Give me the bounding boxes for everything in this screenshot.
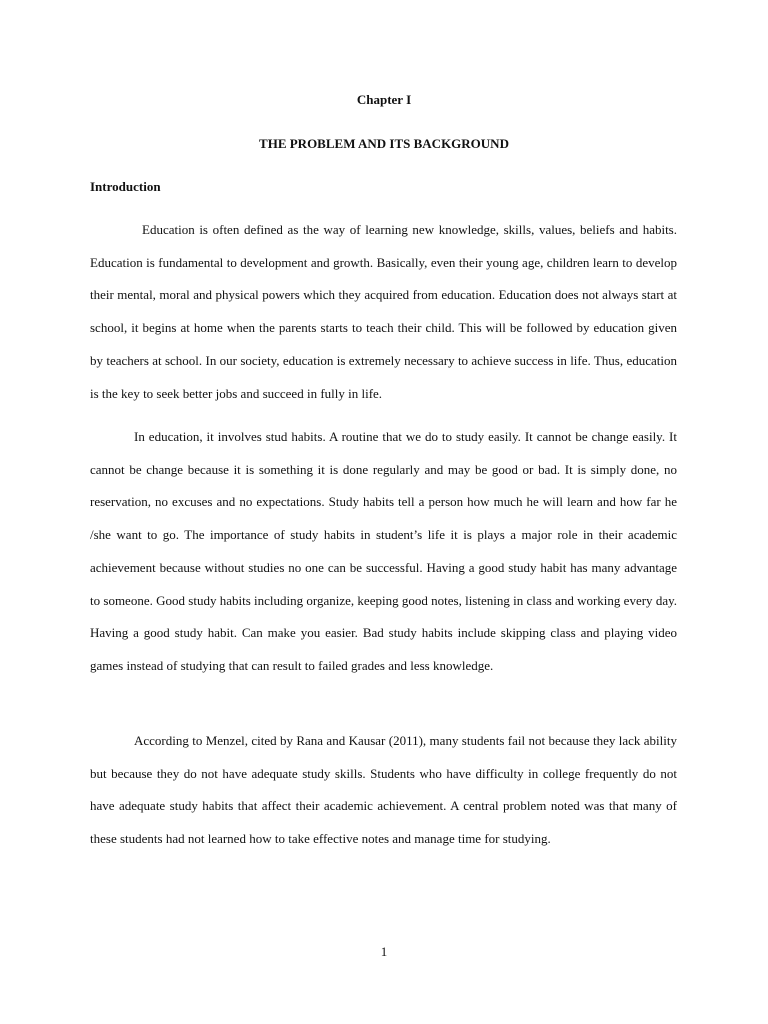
paragraph-3: According to Menzel, cited by Rana and Kausar (2011), many students fail not because they lack ability but because they do not have adequate study skills. Students who have difficulty in college frequently do not have adequate study habits that affect their academic achievement. A central problem noted was that many of these students had not learned how to take effective notes and manage time for studying.: [90, 733, 677, 847]
section-heading: Introduction: [90, 179, 161, 194]
chapter-title: THE PROBLEM AND ITS BACKGROUND: [259, 136, 509, 151]
chapter-label: Chapter I: [356, 92, 412, 107]
page-number: 1: [380, 944, 388, 959]
paragraph-1: Education is often defined as the way of learning new knowledge, skills, values, beliefs and habits. Education is fundamental to development and growth. Basically, even their young age, children learn to develop their mental, moral and physical powers which they acquired from education. Education does not always start at school, it begins at home when the parents starts to teach their child. This will be followed by education given by teachers at school. In our society, education is extremely necessary to achieve success in life. Thus, education is the key to seek better jobs and succeed in fully in life.: [90, 222, 677, 401]
paragraph-2: In education, it involves stud habits. A routine that we do to study easily. It cannot be change easily. It cannot be change because it is something it is done regularly and may be good or bad. It is simply done, no reservation, no excuses and no expectations. Study habits tell a person how much he will learn and how far he /she want to go. The importance of study habits in student’s life it is plays a major role in their academic achievement because without studies no one can be successful. Having a good study habit has many advantage to someone. Good study habits including organize, keeping good notes, listening in class and working every day. Having a good study habit. Can make you easier. Bad study habits include skipping class and playing video games instead of studying that can result to failed grades and less knowledge.: [90, 429, 677, 673]
